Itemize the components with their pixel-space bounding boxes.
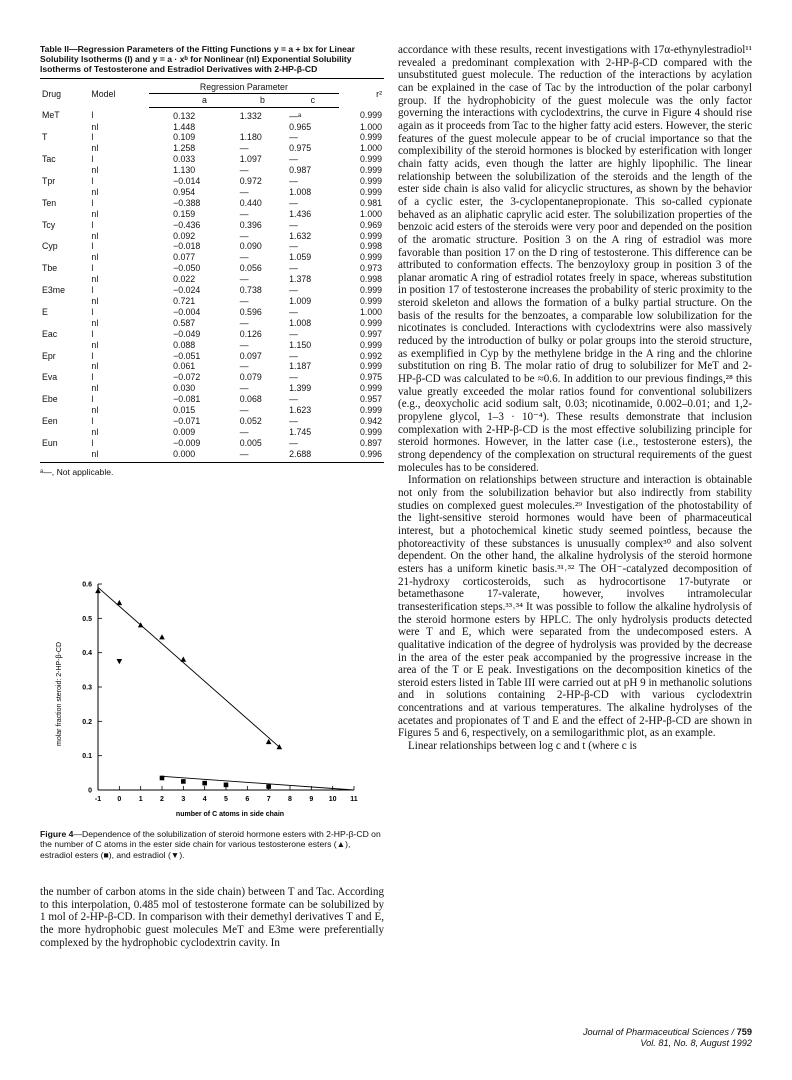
cell-r2: 1.000 xyxy=(359,306,382,317)
cell-model: nl xyxy=(91,426,99,437)
table-row xyxy=(40,165,384,176)
y-tick-label: 0.3 xyxy=(82,684,92,692)
cell-r2: 0.997 xyxy=(359,328,382,339)
cell-c: 1.009 xyxy=(289,296,312,307)
cell-a: 0.030 xyxy=(173,383,196,394)
cell-b: 0.090 xyxy=(239,241,262,252)
cell-model: nl xyxy=(91,252,99,263)
cell-drug: Eun xyxy=(42,437,58,448)
cell-r2: 0.999 xyxy=(359,154,382,165)
cell-drug: T xyxy=(42,132,48,143)
cell-r2: 0.999 xyxy=(359,132,382,143)
x-tick-label: 7 xyxy=(266,796,271,803)
cell-c: — xyxy=(289,219,298,230)
cell-drug: Een xyxy=(42,415,58,426)
cell-c: — xyxy=(289,372,298,383)
chart-points xyxy=(95,588,282,789)
cell-a: −0.049 xyxy=(173,328,201,339)
cell-r2: 0.975 xyxy=(359,372,382,383)
cell-model: l xyxy=(91,154,94,165)
table-row xyxy=(40,383,384,394)
table-row xyxy=(40,187,384,198)
cell-drug xyxy=(40,318,89,329)
x-tick-label: 11 xyxy=(350,796,358,803)
cell-b: 0.068 xyxy=(239,394,262,405)
cell-r2: 0.999 xyxy=(359,296,382,307)
table-caption: Table II—Regression Parameters of the Fitting Functions y = a + bx for Linear Solubility Isotherms (l) and y = a · xᵇ for Nonlinear (nl) Exponential Solubility Isotherms of Testosterone and Estradiol Derivatives with 2-HP-β-CD xyxy=(40,44,356,75)
cell-c: 1.059 xyxy=(289,252,312,263)
cell-b: — xyxy=(239,252,249,263)
cell-drug xyxy=(40,361,89,372)
cell-drug xyxy=(40,252,89,263)
cell-r2: 1.000 xyxy=(359,121,382,132)
cell-drug xyxy=(40,449,89,462)
cell-model: l xyxy=(91,415,94,426)
cell-model: l xyxy=(91,437,94,448)
cell-a: −0.014 xyxy=(173,176,201,187)
table-row xyxy=(40,361,384,372)
cell-c: 1.008 xyxy=(289,317,312,328)
cell-c: 1.623 xyxy=(289,405,312,416)
cell-a: −0.071 xyxy=(173,415,201,426)
cell-c: — xyxy=(289,132,298,143)
cell-a: 1.130 xyxy=(173,165,196,176)
paragraph-2: Information on relationships between structure and interaction is obtainable not only from the solubilization behavior but also indirectly from stability studies on complexed guest molecules.²⁹ Investigation of the photostability of the light-sensitive steroid hormones would have been of pharmaceutical interest, but a photochemical kinetic study seemed pointless, because the photoreactivity of these substances is unusually complex³⁰ and also solvent dependent. On the other hand, the alkaline hydrolysis of the steroid hormone esters has a uniform kinetic basis.³¹˒³² The OH⁻-catalyzed decomposition of 21-hydroxy corticosteroids, such as hydrocortisone 17-butyrate or betamethasone 17-valerate, however, involves intramolecular transesterification steps.³³˒³⁴ It was possible to follow the alkaline hydrolysis of the steroid hormone esters by HPLC. The only hydrolysis products detected were T and E, which were separated from the undecomposed esters. A qualitative indication of the degree of hydrolysis was provided by the decrease in the area of the ester peak accompanied by the progressive increase in the area of the T or E peak. Investigations on the decomposition kinetics of the steroid esters listed in Table III were carried out at pH 9 in methanolic solutions and in solutions containing 2-HP-β-CD with various cyclodextrin concentrations and at various temperatures. The alkaline hydrolyses of the acetates and propionates of T and E and the effect of 2-HP-β-CD are shown in Figures 5 and 6, respectively, on a semilogarithmic plot, as an example. xyxy=(398,474,752,740)
cell-model: l xyxy=(91,241,94,252)
cell-a: −0.436 xyxy=(173,219,201,230)
cell-b: — xyxy=(239,186,249,197)
header-c: c xyxy=(287,93,338,107)
cell-b: 0.056 xyxy=(239,263,262,274)
cell-r2: 0.998 xyxy=(359,241,382,252)
cell-r2: 0.999 xyxy=(359,186,382,197)
cell-model: l xyxy=(91,350,94,361)
cell-c: — xyxy=(289,154,298,165)
fit-line xyxy=(98,587,279,747)
square-marker xyxy=(224,783,229,788)
cell-b: 0.396 xyxy=(239,219,262,230)
header-b: b xyxy=(238,93,287,107)
cell-drug: Tbe xyxy=(42,263,58,274)
cell-c: 1.745 xyxy=(289,426,312,437)
cell-model: nl xyxy=(91,339,99,350)
cell-b: 0.738 xyxy=(239,285,262,296)
figure-caption-label: Figure 4 xyxy=(40,829,74,839)
cell-model: l xyxy=(91,328,94,339)
cell-c: — xyxy=(289,285,298,296)
table-row xyxy=(40,285,384,296)
cell-drug: Eac xyxy=(42,328,58,339)
cell-b: — xyxy=(238,449,287,462)
table-row xyxy=(40,372,384,383)
cell-c: — xyxy=(289,241,298,252)
left-column xyxy=(40,44,384,477)
cell-model: nl xyxy=(91,230,99,241)
cell-drug xyxy=(40,122,89,133)
cell-r2: 0.999 xyxy=(359,176,382,187)
table-row xyxy=(40,154,384,165)
cell-drug xyxy=(40,209,89,220)
cell-drug: Tcy xyxy=(42,219,56,230)
cell-model: nl xyxy=(91,405,99,416)
table-row xyxy=(40,263,384,274)
figure-4-chart xyxy=(40,574,384,824)
cell-model: nl xyxy=(91,361,99,372)
cell-b: — xyxy=(239,230,249,241)
cell-b: — xyxy=(239,317,249,328)
y-tick-label: 0.1 xyxy=(82,753,92,761)
cell-a: −0.388 xyxy=(173,197,201,208)
cell-c: — xyxy=(289,350,298,361)
cell-r2: 0.957 xyxy=(359,394,382,405)
cell-a: 0.033 xyxy=(173,154,196,165)
cell-c: — xyxy=(289,328,298,339)
cell-a: −0.004 xyxy=(173,306,201,317)
cell-b: 1.180 xyxy=(239,132,262,143)
x-tick-label: 10 xyxy=(328,796,337,803)
table-row xyxy=(40,405,384,416)
cell-model: l xyxy=(91,132,94,143)
cell-a: 0.061 xyxy=(173,361,196,372)
cell-r2: 0.992 xyxy=(359,350,382,361)
cell-drug: E3me xyxy=(42,285,65,296)
header-regression-parameter: Regression Parameter xyxy=(149,78,338,93)
table-row xyxy=(40,416,384,427)
cell-c: — xyxy=(289,306,298,317)
cell-b: — xyxy=(239,339,249,350)
chart-axes xyxy=(82,582,358,804)
cell-b: 1.332 xyxy=(239,110,262,121)
cell-a: −0.009 xyxy=(173,437,201,448)
figure-caption-text: —Dependence of the solubilization of steroid hormone esters with 2-HP-β-CD on the number of C atoms in the ester side chain for various testosterone esters (▲), estradiol esters (■), and estradiol (▼). xyxy=(40,829,381,860)
y-tick-label: 0.6 xyxy=(82,581,92,589)
cell-drug: Ten xyxy=(42,197,57,208)
cell-drug: Epr xyxy=(42,350,56,361)
y-tick-label: 0.5 xyxy=(82,615,92,623)
cell-c: —ᵃ xyxy=(289,110,302,121)
table-row xyxy=(40,252,384,263)
cell-c: — xyxy=(289,415,298,426)
cell-b: — xyxy=(239,274,249,285)
cell-c: 1.378 xyxy=(289,274,312,285)
cell-b: 0.440 xyxy=(239,197,262,208)
table-row xyxy=(40,394,384,405)
cell-drug: Tpr xyxy=(42,176,56,187)
cell-drug xyxy=(40,165,89,176)
y-tick-label: 0.2 xyxy=(82,718,92,726)
cell-model: l xyxy=(91,285,94,296)
table-row xyxy=(40,340,384,351)
y-tick-label: 0 xyxy=(88,787,92,795)
cell-model: l xyxy=(91,176,94,187)
cell-b: — xyxy=(239,165,249,176)
cell-model: l xyxy=(91,219,94,230)
cell-r2: 0.999 xyxy=(359,426,382,437)
table-row xyxy=(40,220,384,231)
cell-r2: 0.999 xyxy=(359,230,382,241)
figure-caption xyxy=(40,829,384,860)
cell-b: 0.052 xyxy=(239,415,262,426)
journal-name: Journal of Pharmaceutical Sciences / xyxy=(582,1027,737,1037)
cell-model: nl xyxy=(91,274,99,285)
cell-drug xyxy=(40,274,89,285)
cell-a: 0.088 xyxy=(173,339,196,350)
cell-c: 1.008 xyxy=(289,186,312,197)
cell-b: 0.596 xyxy=(239,306,262,317)
cell-model: nl xyxy=(91,296,99,307)
header-a: a xyxy=(149,93,238,107)
cell-r2: 0.999 xyxy=(359,361,382,372)
header-drug: Drug xyxy=(40,78,89,107)
cell-a: −0.018 xyxy=(173,241,201,252)
x-tick-label: 5 xyxy=(224,796,228,803)
cell-model: nl xyxy=(89,449,149,462)
x-tick-label: 9 xyxy=(309,796,314,803)
square-marker xyxy=(181,779,186,784)
table-row xyxy=(40,427,384,438)
cell-b: — xyxy=(239,361,249,372)
triangle-up-marker xyxy=(159,634,165,639)
x-tick-label: 1 xyxy=(138,796,143,803)
cell-c: 1.632 xyxy=(289,230,312,241)
cell-model: nl xyxy=(91,143,99,154)
cell-a: 0.009 xyxy=(173,426,196,437)
cell-r2: 0.999 xyxy=(359,110,382,121)
cell-drug xyxy=(40,231,89,242)
cell-a: 1.258 xyxy=(173,143,196,154)
table-row xyxy=(40,241,384,252)
cell-drug xyxy=(40,427,89,438)
square-marker xyxy=(160,776,165,781)
cell-c: 0.975 xyxy=(289,143,312,154)
chart-y-axis-label: molar fraction steroid: 2-HP-β-CD xyxy=(56,642,63,746)
table-row xyxy=(40,209,384,220)
cell-model: nl xyxy=(91,208,99,219)
cell-a: −0.050 xyxy=(173,263,201,274)
cell-b: — xyxy=(239,143,249,154)
cell-drug xyxy=(40,187,89,198)
cell-model: l xyxy=(91,263,94,274)
x-tick-label: 8 xyxy=(288,796,292,803)
cell-c: 2.688 xyxy=(287,449,338,462)
cell-b: 1.097 xyxy=(239,154,262,165)
cell-r2: 0.996 xyxy=(339,449,384,462)
cell-b xyxy=(238,122,287,133)
table-row xyxy=(40,122,384,133)
cell-r2: 0.969 xyxy=(359,219,382,230)
regression-table xyxy=(40,78,384,463)
cell-a: 0.109 xyxy=(173,132,196,143)
cell-a: 0.000 xyxy=(149,449,238,462)
cell-a: 0.092 xyxy=(173,230,196,241)
cell-model: l xyxy=(91,110,94,121)
cell-model: l xyxy=(91,197,94,208)
cell-b: 0.005 xyxy=(239,437,262,448)
x-tick-label: 4 xyxy=(202,796,207,803)
table-row xyxy=(40,198,384,209)
header-r2: r² xyxy=(339,78,384,107)
cell-r2: 0.999 xyxy=(359,165,382,176)
cell-a: 0.132 xyxy=(173,110,196,121)
table-row xyxy=(40,274,384,285)
table-row xyxy=(40,307,384,318)
paragraph-3: Linear relationships between log c and t (where c is xyxy=(408,740,637,753)
cell-model: nl xyxy=(91,383,99,394)
cell-a: 1.448 xyxy=(173,121,196,132)
paragraph-1: accordance with these results, recent investigations with 17α-ethynylestradiol¹¹ revealed a predominant complexation with 2-HP-β-CD compared with the unsubstituted guest molecule. The reduction of the interactions by acylation can be explained in the case of Tac by the introduction of the polar carbonyl group. If the hydrophobicity of the guest molecule was the only factor governing the interactions with cyclodextrins, the curve in Figure 4 should rise again as it proceeds from Tac to the higher fatty acid esters. However, the steric features of the guest molecule appear to be of crucial importance so that the complexibility of the steroid hormones is blocked by esterification with longer chain fatty acids, even though the latter are highly lipophilic. The linear relationship between the solubilization of the steroids and the length of the ester side chain is also valid for alicyclic structures, as shown by the behavior of a cyclic ester, the 3-cyclopentanepropionate. This so-called cypionate behaved as an aliphatic caprylic acid ester. The solubilization properties of the benzoic acid esters of the steroids were very poor and depended on the position of the aromatic structure. Position 3 on the A ring of estradiol was more favorable than position 17 on the D ring of testosterone. This difference can be attributed to conformation effects. The benzoyloxy group in position 3 of the planar aromatic A ring of estradiol rotates freely in space, whereas substitution in position 17 of testosterone increases the probability of steric proximity to the steroid skeleton and allows the formation of a bulky partial structure. On the basis of the results for the benzoates, a comparable low solubilization for the nicotinates is concluded. Interactions with cyclodextrins were also massively reduced by the introduction of bulky or polar groups into the steroid structure, as exemplified in Cyp by the methylene bridge in the A ring and the chlorine substitution on ring B. The molar ratio of drug to solubilizer for MeT and 2-HP-β-CD was calculated to be ≈0.6. In addition to our previous findings,²⁸ this value greatly exceeded the molar ratios found for conventional solubilizers (e.g., deoxycholic acid sodium salt, 0.03; nicotinamide, 0.002–0.01; and 1,2-propylene glycol, 1–3 · 10⁻⁴). These results demonstrate that inclusion complexation with 2-HP-β-CD is the most effective solubilizing principle for steroid hormones. However, in the latter case (i.e., testosterone esters), the strong dependency of the complexation on structural requirements of the guest molecules has to be considered. xyxy=(398,44,752,474)
triangle-up-marker xyxy=(117,600,123,605)
page-number: 759 xyxy=(736,1027,752,1037)
cell-model: l xyxy=(91,372,94,383)
cell-b: — xyxy=(239,405,249,416)
cell-b: — xyxy=(239,383,249,394)
square-marker xyxy=(266,784,271,789)
chart-fit-lines xyxy=(98,587,354,790)
table-row xyxy=(40,296,384,307)
cell-model: nl xyxy=(91,121,99,132)
table-row xyxy=(40,438,384,449)
square-marker xyxy=(202,781,207,786)
x-tick-label: 6 xyxy=(245,796,250,803)
cell-c: — xyxy=(289,437,298,448)
x-tick-label: 0 xyxy=(117,796,122,803)
cell-drug: MeT xyxy=(42,110,60,121)
cell-a: −0.072 xyxy=(173,372,201,383)
cell-r2: 0.973 xyxy=(359,263,382,274)
cell-r2: 1.000 xyxy=(359,143,382,154)
cell-b: 0.097 xyxy=(239,350,262,361)
cell-r2: 0.999 xyxy=(359,252,382,263)
table-row xyxy=(40,107,384,121)
cell-drug xyxy=(40,383,89,394)
table-row xyxy=(40,176,384,187)
cell-drug: Tac xyxy=(42,154,56,165)
cell-model: nl xyxy=(91,317,99,328)
cell-r2: 0.897 xyxy=(359,437,382,448)
cell-drug: Ebe xyxy=(42,394,58,405)
table-body xyxy=(40,107,384,462)
cell-drug: Cyp xyxy=(42,241,58,252)
cell-drug xyxy=(40,340,89,351)
chart-x-axis-label: number of C atoms in side chain xyxy=(175,811,285,818)
cell-r2: 0.999 xyxy=(359,339,382,350)
table-row xyxy=(40,143,384,154)
cell-a: 0.954 xyxy=(173,186,196,197)
x-tick-label: 2 xyxy=(160,796,164,803)
left-paragraph: the number of carbon atoms in the side chain) between T and Tac. According to this interpolation, 0.485 mol of testosterone formate can be solubilized by 1 mol of 2-HP-β-CD. In comparison with their demethyl derivatives T and E, the more hydrophobic guest molecules MeT and E3me were preferentially complexed by the hydrophobic cyclodextrin cavity. In xyxy=(40,886,384,949)
cell-a: 0.077 xyxy=(173,252,196,263)
cell-c: — xyxy=(289,394,298,405)
cell-a: 0.015 xyxy=(173,405,196,416)
cell-r2: 0.998 xyxy=(359,274,382,285)
journal-volume: Vol. 81, No. 8, August 1992 xyxy=(640,1038,752,1048)
cell-b: 0.079 xyxy=(239,372,262,383)
cell-drug xyxy=(40,405,89,416)
cell-a: −0.024 xyxy=(173,285,201,296)
cell-r2: 0.942 xyxy=(359,415,382,426)
cell-c: 0.965 xyxy=(289,121,312,132)
cell-a: −0.051 xyxy=(173,350,201,361)
cell-a: −0.081 xyxy=(173,394,201,405)
cell-r2: 0.999 xyxy=(359,317,382,328)
right-column xyxy=(398,44,752,753)
cell-a: 0.587 xyxy=(173,317,196,328)
cell-c: — xyxy=(289,263,298,274)
table-row xyxy=(40,231,384,242)
table-row xyxy=(40,318,384,329)
left-body-text xyxy=(40,886,384,949)
cell-r2: 0.999 xyxy=(359,285,382,296)
x-tick-label: 3 xyxy=(181,796,186,803)
table-footnote: ᵃ—, Not applicable. xyxy=(40,466,114,477)
triangle-up-marker xyxy=(181,657,187,662)
cell-c: — xyxy=(289,197,298,208)
cell-c: 0.987 xyxy=(289,165,312,176)
cell-b: 0.126 xyxy=(239,328,262,339)
cell-a: 0.022 xyxy=(173,274,196,285)
cell-drug xyxy=(40,296,89,307)
cell-b: — xyxy=(239,426,249,437)
cell-drug: E xyxy=(42,306,48,317)
cell-c: 1.150 xyxy=(289,339,312,350)
cell-a: 0.721 xyxy=(173,296,196,307)
table-row xyxy=(40,449,384,462)
fit-line xyxy=(162,776,354,790)
cell-c: — xyxy=(289,176,298,187)
cell-c: 1.399 xyxy=(289,383,312,394)
table-row xyxy=(40,351,384,362)
cell-model: nl xyxy=(91,165,99,176)
cell-r2: 0.981 xyxy=(359,197,382,208)
journal-footer xyxy=(530,1027,752,1049)
cell-model: l xyxy=(91,306,94,317)
cell-b: — xyxy=(239,208,249,219)
cell-drug: Eva xyxy=(42,372,58,383)
triangle-down-marker xyxy=(117,659,123,664)
cell-c: 1.187 xyxy=(289,361,312,372)
cell-model: l xyxy=(91,394,94,405)
y-tick-label: 0.4 xyxy=(82,650,92,658)
cell-b: 0.972 xyxy=(239,176,262,187)
x-tick-label: -1 xyxy=(94,796,102,803)
cell-r2: 1.000 xyxy=(359,208,382,219)
cell-drug xyxy=(40,143,89,154)
cell-model: nl xyxy=(91,186,99,197)
header-model: Model xyxy=(89,78,149,107)
cell-b: — xyxy=(239,296,249,307)
cell-c: 1.436 xyxy=(289,208,312,219)
table-row xyxy=(40,329,384,340)
cell-a: 0.159 xyxy=(173,208,196,219)
cell-r2: 0.999 xyxy=(359,405,382,416)
cell-r2: 0.999 xyxy=(359,383,382,394)
table-row xyxy=(40,132,384,143)
